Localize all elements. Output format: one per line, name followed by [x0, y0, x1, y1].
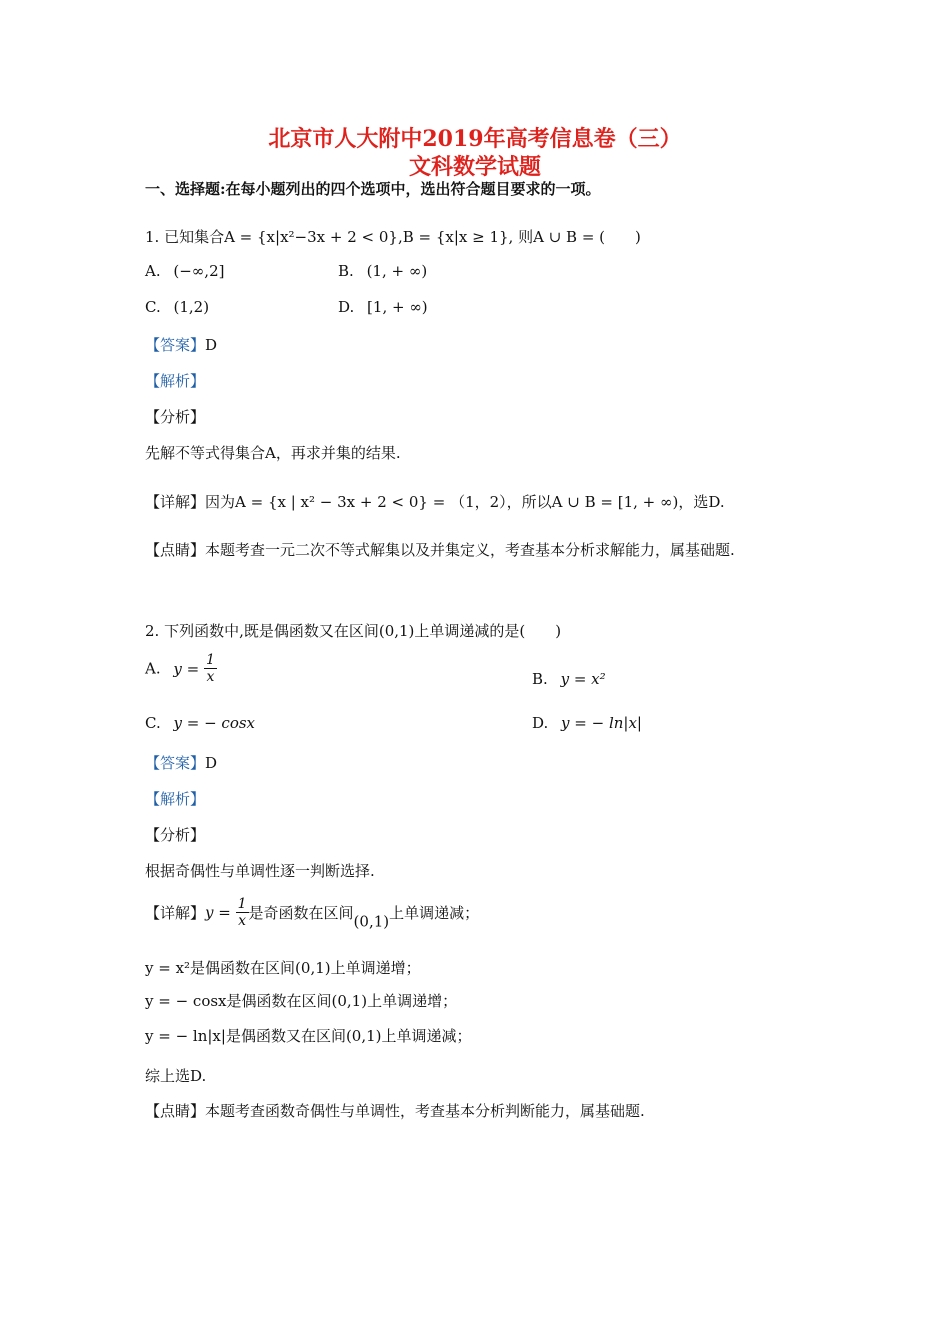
numerator: 1 [237, 896, 247, 912]
line-text: 是奇函数在区间 [248, 904, 354, 922]
q1-option-a [145, 262, 224, 280]
q2-fenxi: 根据奇偶性与单调性逐一判断选择. [145, 862, 375, 880]
q2-xiangjie-line2: y = x²是偶函数在区间(0,1)上单调递增； [145, 959, 421, 977]
option-label: C. [145, 714, 161, 732]
dianjing-tag: 【点睛】 [145, 541, 206, 559]
interval: (0,1) [353, 912, 390, 931]
option-label: B. [338, 262, 354, 280]
q2-fenxi-tag: 【分析】 [145, 826, 206, 844]
q2-xiangjie-line3: y = − cosx是偶函数在区间(0,1)上单调递增； [145, 992, 458, 1010]
option-label: A. [145, 659, 161, 678]
numerator: 1 [205, 652, 215, 668]
option-label: C. [145, 298, 161, 316]
q1-jiexi-tag: 【解析】 [145, 372, 206, 390]
page-subtitle: 文科数学试题 [408, 154, 541, 180]
formula-prefix: y = [205, 903, 231, 922]
q1-dianjing [145, 539, 735, 560]
option-label: A. [145, 262, 161, 280]
denominator: x [206, 669, 215, 685]
q1-option-d [338, 298, 428, 316]
fraction [204, 652, 217, 685]
line-tail: 上单调递减； [389, 904, 480, 922]
xiangjie-tag: 【详解】 [145, 904, 206, 922]
q1-option-b [338, 262, 427, 280]
answer-tag: 【答案】 [145, 336, 206, 354]
q2-option-c [145, 714, 255, 732]
q2-option-a [145, 652, 217, 685]
option-label: B. [532, 670, 548, 688]
q2-stem: 2. 下列函数中,既是偶函数又在区间(0,1)上单调递减的是( ) [145, 622, 562, 640]
option-label: D. [338, 298, 355, 316]
option-prefix: y = [173, 659, 200, 678]
option-value: y = x² [560, 670, 606, 688]
q1-option-c [145, 298, 209, 316]
answer-tag: 【答案】 [145, 754, 206, 772]
q2-dianjing [145, 1100, 645, 1121]
option-value: y = − ln|x| [561, 714, 642, 732]
option-value: (1, + ∞) [366, 262, 428, 280]
section-heading: 一、选择题:在每小题列出的四个选项中，选出符合题目要求的一项。 [145, 180, 601, 198]
q1-fenxi-tag: 【分析】 [145, 408, 206, 426]
q2-option-d [532, 714, 642, 732]
q2-xiangjie-line5: 综上选D. [145, 1067, 207, 1085]
option-value: (−∞,2] [173, 262, 225, 280]
answer-value: D [205, 754, 218, 772]
q1-fenxi: 先解不等式得集合A，再求并集的结果. [145, 444, 401, 462]
q1-xiangjie [145, 491, 725, 512]
xiangjie-text: 因为A = {x | x² − 3x + 2 < 0} = （1，2），所以A ∪ B = [1, + ∞)，选D. [205, 493, 725, 511]
fraction [236, 896, 249, 929]
q2-option-b [532, 670, 606, 688]
q2-answer [145, 752, 217, 773]
q2-xiangjie-line4: y = − ln|x|是偶函数又在区间(0,1)上单调递减； [145, 1027, 472, 1045]
q2-xiangjie-line1 [145, 896, 479, 931]
denominator: x [238, 913, 247, 929]
dianjing-tag: 【点睛】 [145, 1102, 206, 1120]
option-value: y = − cosx [173, 714, 256, 732]
q1-answer [145, 334, 217, 355]
option-label: D. [532, 714, 549, 732]
dianjing-text: 本题考查一元二次不等式解集以及并集定义，考查基本分析求解能力，属基础题. [205, 541, 735, 559]
answer-value: D [205, 336, 218, 354]
page-title: 北京市人大附中2019年高考信息卷（三） [268, 126, 682, 152]
option-value: [1, + ∞) [367, 298, 428, 316]
dianjing-text: 本题考查函数奇偶性与单调性，考查基本分析判断能力，属基础题. [205, 1102, 645, 1120]
option-value: (1,2) [173, 298, 210, 316]
q2-jiexi-tag: 【解析】 [145, 790, 206, 808]
q1-stem: 1. 已知集合A = {x|x²−3x + 2 < 0},B = {x|x ≥ 1}, 则A ∪ B = ( ) [145, 228, 641, 246]
xiangjie-tag: 【详解】 [145, 493, 206, 511]
